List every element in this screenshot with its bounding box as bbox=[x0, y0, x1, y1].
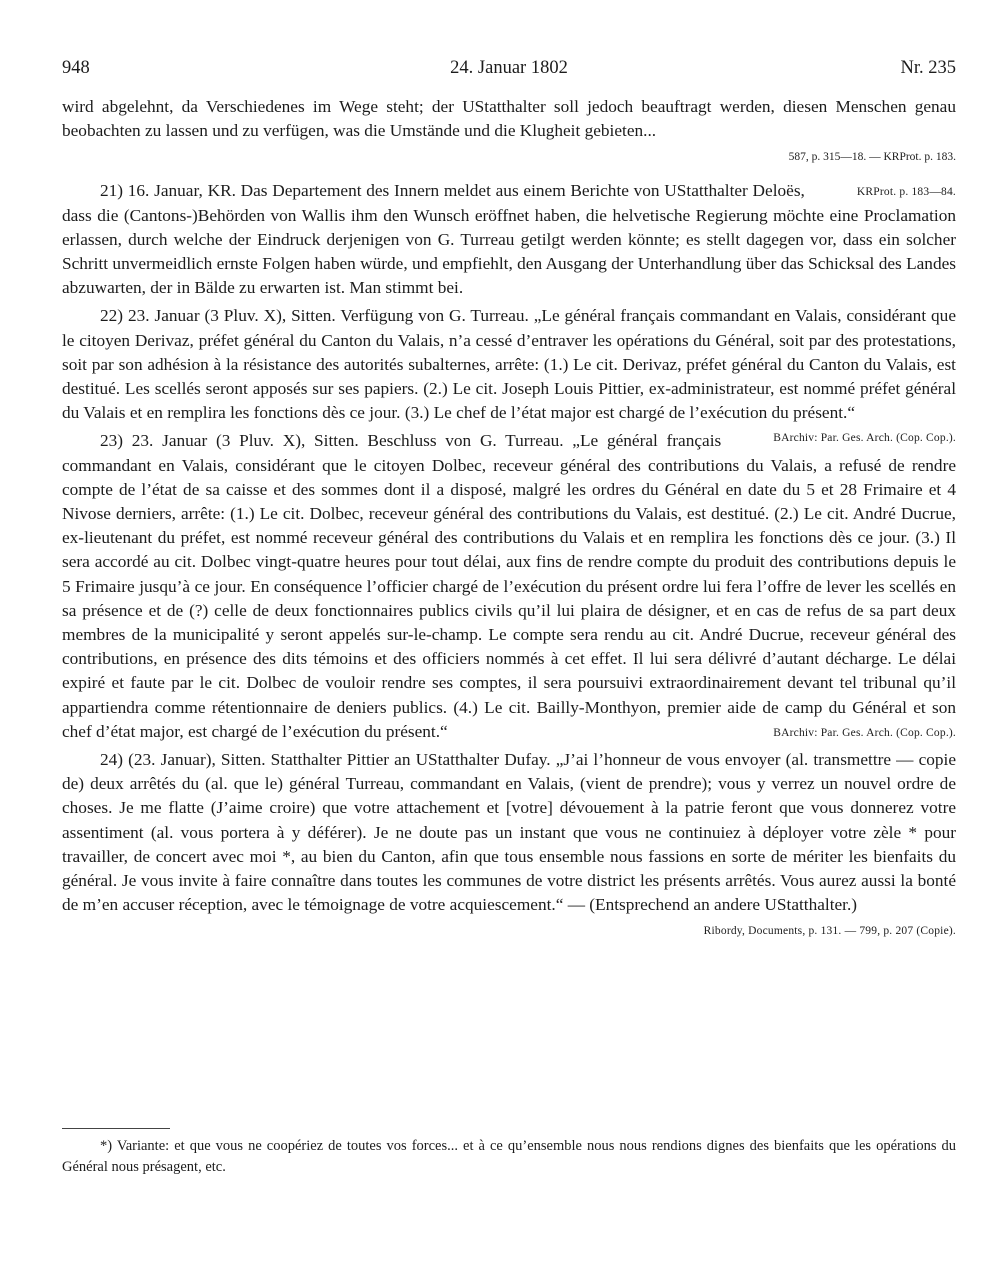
entry-23-text: 23) 23. Januar (3 Pluv. X), Sitten. Beschluss von G. Turreau. „Le général français commandant en Valais, considérant que le citoyen Dolbec, receveur général des contributions du Valais, a refusé de rendre compte de l’état de sa caisse et des sommes dont il a disposé, malgré les ordres du Général en date du 5 et 28 Frimaire et 4 Nivose derniers, arrête: (1.) Le cit. Dolbec, receveur général des contributions du Valais, est destitué. (2.) Le cit. André Ducrue, ex-lieutenant du préfet, est nommé receveur général des contributions du Valais et en remplira les fonctions dès ce jour. (3.) Il sera accordé au cit. Dolbec vingt-quatre heures pour tout délai, aux fins de rendre compte du produit des contributions depuis le 5 Frimaire jusqu’à ce jour. En conséquence l’officier chargé de l’exécution du présent ordre lui fera l’offre de lever les scellés en sa présence et de (?) celle de deux fonctionnaires publics civils qu’il lui plaira de désigner, et en cas de refus de sa part deux membres de la municipalité y seront appelés sur-le-champ. Le compte sera rendu au cit. André Ducrue, receveur général des contributions, en présence des dits témoins et des officiers nommés à cet effet. Il lui sera délivré d’autant décharge. Le délai expiré et faute par le cit. Dolbec de vouloir rendre ses comptes, il sera poursuivi extraordinairement devant tel tribunal qu’il appartiendra comme rétentionnaire de deniers publics. (4.) Le cit. Bailly-Monthyon, premier aide de camp du Général et son chef d’état major, est chargé de l’exécution du présent.“ bbox=[62, 431, 956, 741]
entry-24-text: 24) (23. Januar), Sitten. Statthalter Pittier an UStatthalter Dufay. „J’ai l’honneur de vous envoyer (al. transmettre — copie de) deux arrêtés du (al. que le) général Turreau, commandant en Valais, (vient de prendre); vous y verrez un nouvel ordre de choses. Je me flatte (J’aime croire) que votre attachement et [votre] dévouement à la patrie feront que vous donnerez votre assentiment (al. vous portera à y déférer). Je ne doute pas un instant que vous ne continuiez à déployer votre zèle * pour travailler, de concert avec moi *, au bien du Canton, afin que tous ensemble nous fassions en sorte de mériter les bienfaits du général. Je vous invite à faire connaître dans toutes les communes de votre district les présents arrêtés. Vous aurez aussi la bonté de m’en accuser réception, avec le témoignage de votre acquiescement.“ — (Entsprechend an andere UStatthalter.) bbox=[62, 750, 956, 915]
header-date: 24. Januar 1802 bbox=[450, 58, 568, 78]
footnote: *) Variante: et que vous ne coopériez de toutes vos forces... et à ce qu’ensemble nous nous rendions dignes des bienfaits que les opérations du Général nous présagent, etc. bbox=[62, 1138, 956, 1175]
entry-21-source: KRProt. p. 183—84. bbox=[856, 186, 956, 199]
entry-22 bbox=[62, 304, 956, 445]
intro-paragraph: wird abgelehnt, da Verschiedenes im Wege steht; der UStatthalter soll jedoch beauftragt werden, diesen Menschen genau beobachten zu lassen und zu verfügen, was die Umstände und die Klugheit gebieten... bbox=[62, 97, 956, 141]
entry-22-source: BArchiv: Par. Ges. Arch. (Cop. Cop.). bbox=[773, 432, 956, 445]
entry-24-source: Ribordy, Documents, p. 131. — 799, p. 207 (Copie). bbox=[703, 924, 956, 937]
running-header bbox=[62, 58, 956, 84]
intro-source: 587, p. 315—18. — KRProt. p. 183. bbox=[788, 151, 956, 164]
entry-21 bbox=[62, 179, 956, 300]
body-text bbox=[62, 95, 956, 939]
entry-21-text: 21) 16. Januar, KR. Das Departement des Innern meldet aus einem Berichte von UStatthalter Deloës, dass die (Cantons-)Behörden von Wallis ihm den Wunsch eröffnet haben, die helvetische Regierung möchte eine Proclamation erlassen, durch welche der Eindruck derjenigen von G. Turreau getilgt werden könnte; es stellt dagegen vor, dass ein solcher Schritt unvermeidlich ernste Folgen haben würde, und empfiehlt, den Ausgang der Unterhandlung über das Schicksal des Landes abzuwarten, der in Bälde zu erwarten ist. Man stimmt bei. bbox=[62, 181, 956, 298]
entry-23-source: BArchiv: Par. Ges. Arch. (Cop. Cop.). bbox=[773, 726, 956, 739]
entry-22-text: 22) 23. Januar (3 Pluv. X), Sitten. Verfügung von G. Turreau. „Le général français commandant en Valais, considérant que le citoyen Derivaz, préfet général du Canton du Valais, n’a cessé d’entraver les opérations du Général, soit par des protestations, soit par son adhésion à la résistance des autorités subalternes, arrête: (1.) Le cit. Derivaz, préfet général du Canton du Valais, est destitué. Les scellés seront apposés sur ses papiers. (2.) Le cit. Joseph Louis Pittier, ex-administrateur, est nommé préfet général du Valais et en remplira les fonctions dès ce jour. (3.) Le chef de l’état major est chargé de l’exécution du présent.“ bbox=[62, 306, 956, 423]
footnote-rule bbox=[62, 1128, 170, 1129]
page-number: 948 bbox=[62, 58, 90, 78]
entry-24 bbox=[62, 748, 956, 937]
document-number: Nr. 235 bbox=[900, 58, 956, 78]
entry-23 bbox=[62, 429, 956, 744]
